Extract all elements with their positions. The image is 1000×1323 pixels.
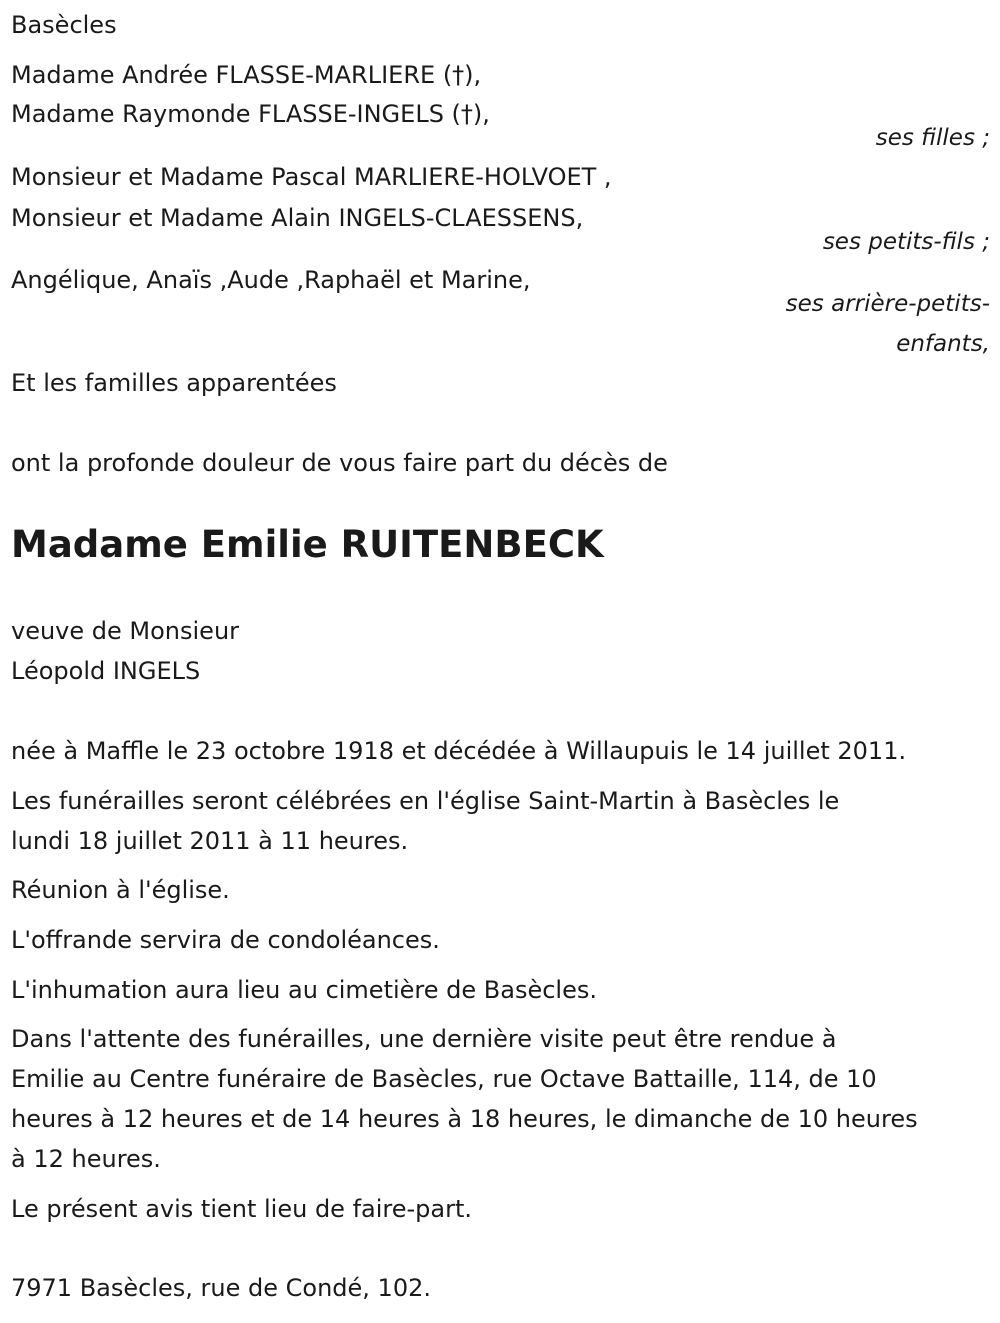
grandchild-line: Monsieur et Madame Alain INGELS-CLAESSENS, <box>11 204 584 232</box>
daughter-line: Madame Andrée FLASSE-MARLIERE (†), <box>11 61 482 89</box>
notice-line: Le présent avis tient lieu de faire-part. <box>11 1195 473 1223</box>
great-grandchildren-label: enfants, <box>896 331 990 357</box>
deceased-name: Madame Emilie RUITENBECK <box>11 523 604 566</box>
birth-death-line: née à Maffle le 23 octobre 1918 et décédée à Willaupuis le 14 juillet 2011. <box>11 737 907 765</box>
grandchildren-label: ses petits-fils ; <box>822 229 990 255</box>
widow-line: veuve de Monsieur <box>11 617 240 645</box>
offering-line: L'offrande servira de condoléances. <box>11 926 440 954</box>
grandchild-line: Monsieur et Madame Pascal MARLIERE-HOLVOET , <box>11 163 612 191</box>
visit-line: à 12 heures. <box>11 1145 161 1173</box>
widow-line: Léopold INGELS <box>11 657 201 685</box>
visit-line: Emilie au Centre funéraire de Basècles, rue Octave Battaille, 114, de 10 <box>11 1065 877 1093</box>
burial-line: L'inhumation aura lieu au cimetière de Basècles. <box>11 976 597 1004</box>
great-grandchildren-line: Angélique, Anaïs ,Aude ,Raphaël et Marine, <box>11 266 531 294</box>
daughters-label: ses filles ; <box>875 125 990 151</box>
announcement-line: ont la profonde douleur de vous faire part du décès de <box>11 449 668 477</box>
families-line: Et les familles apparentées <box>11 369 337 397</box>
visit-line: heures à 12 heures et de 14 heures à 18 heures, le dimanche de 10 heures <box>11 1105 918 1133</box>
visit-line: Dans l'attente des funérailles, une dernière visite peut être rendue à <box>11 1025 837 1053</box>
funeral-line: lundi 18 juillet 2011 à 11 heures. <box>11 827 409 855</box>
funeral-line: Les funérailles seront célébrées en l'église Saint-Martin à Basècles le <box>11 787 840 815</box>
daughter-line: Madame Raymonde FLASSE-INGELS (†), <box>11 100 490 128</box>
great-grandchildren-label: ses arrière-petits- <box>785 291 990 317</box>
address-line: 7971 Basècles, rue de Condé, 102. <box>11 1274 431 1302</box>
meeting-line: Réunion à l'église. <box>11 876 230 904</box>
location-header: Basècles <box>11 11 117 39</box>
